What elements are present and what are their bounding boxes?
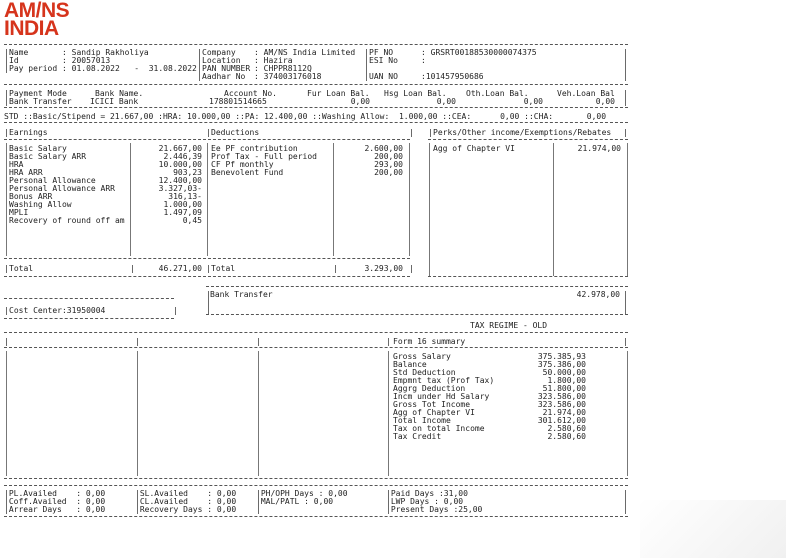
table-border — [429, 143, 430, 276]
earning-amount: 903,23 — [173, 168, 202, 177]
earning-label: Washing Allow — [9, 200, 72, 209]
total-deductions-amount: 3.293,00 — [364, 264, 403, 273]
hsg-loan-value: 0,00 — [436, 97, 456, 106]
table-border — [553, 143, 554, 276]
divider — [206, 314, 628, 315]
deductions-header: Deductions — [211, 128, 260, 137]
bank-name-value: ICICI Bank — [90, 97, 139, 106]
form16-label: Gross Salary — [393, 352, 451, 361]
hsg-loan-header: Hsg Loan Bal. — [384, 89, 447, 98]
form16-label: Balance — [393, 360, 427, 369]
earning-label: HRA — [9, 160, 24, 169]
earning-label: Recovery of round off am — [9, 216, 125, 225]
divider — [206, 286, 628, 287]
leave-item: |LWP Days : 0,00 — [386, 497, 464, 506]
earning-label: MPLI — [9, 208, 29, 217]
divider — [4, 318, 174, 319]
company-value: : AM/NS India Limited — [254, 48, 356, 57]
table-border — [258, 351, 259, 476]
bank-transfer-label: Bank Transfer — [210, 290, 273, 299]
divider — [4, 298, 174, 299]
total-earnings-amount: 46.271,00 — [158, 264, 202, 273]
divider — [4, 478, 628, 479]
table-border — [388, 351, 389, 476]
pf-label: PF NO — [369, 48, 394, 57]
leave-item: |Paid Days :31,00 — [386, 489, 468, 498]
logo-line-1: AM/NS — [4, 0, 70, 22]
table-border — [627, 143, 628, 276]
earning-label: Basic Salary ARR — [9, 152, 87, 161]
oth-loan-value: 0,00 — [523, 97, 543, 106]
earning-amount: 10.000,00 — [158, 160, 202, 169]
form16-amount: 21.974,00 — [542, 408, 586, 417]
deduction-amount: 200,00 — [374, 152, 403, 161]
deduction-label: CF Pf monthly — [211, 160, 274, 169]
pf-value: : GRSRT00188530000074375 — [421, 48, 537, 57]
form16-title: Form 16 summary — [393, 337, 466, 346]
form16-amount: 50.000,00 — [542, 368, 586, 377]
account-no-value: 178801514665 — [209, 97, 267, 106]
form16-label: Aggrg Deduction — [393, 384, 466, 393]
aadhar-label: Aadhar No — [202, 72, 246, 81]
aadhar-value: : 374003176018 — [254, 72, 322, 81]
table-border — [627, 351, 628, 476]
divider — [428, 276, 628, 277]
form16-amount: 301.612,00 — [537, 416, 586, 425]
oth-loan-header: Oth.Loan Bal. — [466, 89, 529, 98]
earning-amount: 21.667,00 — [158, 144, 202, 153]
form16-amount: 323.586,00 — [537, 400, 586, 409]
earning-amount: 1.000,00 — [163, 200, 202, 209]
form16-label: Tax on total Income — [393, 424, 485, 433]
earning-label: Basic Salary — [9, 144, 67, 153]
account-no-header: Account No. — [224, 89, 277, 98]
net-pay-amount: 42.978,00 — [576, 290, 620, 299]
form16-amount: 1.800,00 — [547, 376, 586, 385]
tax-regime: TAX REGIME - OLD — [470, 321, 548, 330]
earning-amount: 2.446,39 — [163, 152, 202, 161]
divider — [4, 276, 410, 277]
form16-amount: 51.800,00 — [542, 384, 586, 393]
leave-item: |PL.Availed : 0,00 — [4, 489, 106, 498]
perks-header: Perks/Other income/Exemptions/Rebates — [433, 128, 612, 137]
leave-item: |Present Days :25,00 — [386, 505, 483, 514]
payment-mode-value: Bank Transfer — [9, 97, 72, 106]
form16-label: Incm under Hd Salary — [393, 392, 490, 401]
leave-item: |PH/OPH Days : 0,00 — [256, 489, 348, 498]
divider — [4, 332, 628, 333]
form16-amount: 375.386,00 — [537, 360, 586, 369]
deduction-amount: 200,00 — [374, 168, 403, 177]
table-border — [207, 143, 208, 256]
pay-period-label: Pay period — [9, 64, 58, 73]
cost-center: Cost Center:31950004 — [9, 306, 106, 315]
form16-label: Empmnt tax (Prof Tax) — [393, 376, 495, 385]
id-value: : 20057013 — [62, 56, 111, 65]
scan-shadow — [640, 500, 786, 558]
pan-label: PAN NUMBER — [202, 64, 251, 73]
logo-line-2: INDIA — [4, 17, 59, 40]
divider — [428, 139, 628, 140]
leave-item: |Recovery Days : 0,00 — [135, 505, 237, 514]
leave-item: |Coff.Availed : 0,00 — [4, 497, 106, 506]
earning-amount: 3.327,03- — [158, 184, 202, 193]
form16-amount: 323.586,00 — [537, 392, 586, 401]
divider — [4, 107, 628, 108]
fur-loan-value: 0,00 — [350, 97, 370, 106]
table-border — [6, 351, 7, 476]
divider — [4, 258, 410, 259]
name-label: Name — [9, 48, 29, 57]
table-border — [137, 351, 138, 476]
leave-item: |MAL/PATL : 0,00 — [256, 497, 334, 506]
leave-item: |CL.Availed : 0,00 — [135, 497, 237, 506]
uan-value: :101457950686 — [421, 72, 484, 81]
payment-mode-header: Payment Mode — [9, 89, 67, 98]
veh-loan-value: 0,00 — [595, 97, 615, 106]
earning-label: Personal Allowance ARR — [9, 184, 115, 193]
deduction-amount: 2.600,00 — [364, 144, 403, 153]
earnings-header: Earnings — [9, 128, 48, 137]
form16-amount: 375.385,93 — [537, 352, 586, 361]
earning-label: Personal Allowance — [9, 176, 96, 185]
table-border — [6, 143, 7, 256]
pan-value: : CHPPR8112Q — [254, 64, 312, 73]
location-label: Location — [202, 56, 241, 65]
perk-label: Agg of Chapter VI — [433, 144, 515, 153]
pay-period-value: : 01.08.2022 - 31.08.2022 — [62, 64, 197, 73]
form16-label: Gross Tot Income — [393, 400, 471, 409]
earning-label: Bonus ARR — [9, 192, 53, 201]
divider — [4, 139, 410, 140]
company-logo — [4, 2, 69, 38]
total-earnings-label: Total — [9, 264, 34, 273]
divider — [4, 122, 628, 123]
name-value: : Sandip Rakholiya — [62, 48, 149, 57]
divider — [4, 347, 628, 348]
divider — [4, 84, 628, 85]
deduction-amount: 293,00 — [374, 160, 403, 169]
divider — [4, 44, 628, 45]
earning-amount: 12.400,00 — [158, 176, 202, 185]
form16-amount: 2.580,60 — [547, 432, 586, 441]
location-value: : Hazira — [254, 56, 293, 65]
esi-label: ESI No — [369, 56, 398, 65]
earning-amount: 1.497,09 — [163, 208, 202, 217]
leave-item: |Arrear Days : 0,00 — [4, 505, 106, 514]
id-label: Id — [9, 56, 19, 65]
form16-label: Agg of Chapter VI — [393, 408, 475, 417]
total-deductions-label: Total — [211, 264, 236, 273]
std-line: STD ::Basic/Stipend = 21.667,00 :HRA: 10.000,00 ::PA: 12.400,00 ::Washing Allow: 1.000,00 ::CEA: 0,00 ::CHA: 0,00 — [4, 112, 607, 121]
leave-item: |SL.Availed : 0,00 — [135, 489, 237, 498]
form16-label: Total Income — [393, 416, 451, 425]
table-border — [409, 143, 410, 256]
esi-value: : — [421, 56, 426, 65]
veh-loan-header: Veh.Loan Bal — [557, 89, 615, 98]
fur-loan-header: Fur Loan Bal. — [307, 89, 370, 98]
earning-label: HRA ARR — [9, 168, 43, 177]
deduction-label: Benevolent Fund — [211, 168, 284, 177]
divider — [4, 516, 628, 517]
company-label: Company — [202, 48, 236, 57]
bank-name-header: Bank Name. — [95, 89, 144, 98]
form16-label: Std Deduction — [393, 368, 456, 377]
perk-amount: 21.974,00 — [577, 144, 621, 153]
divider — [4, 485, 628, 486]
form16-label: Tax Credit — [393, 432, 442, 441]
earning-amount: 316,13- — [168, 192, 202, 201]
earning-amount: 0,45 — [182, 216, 202, 225]
form16-amount: 2.580,60 — [547, 424, 586, 433]
uan-label: UAN NO — [369, 72, 398, 81]
deduction-label: Prof Tax - Full period — [211, 152, 317, 161]
deduction-label: Ee PF contribution — [211, 144, 298, 153]
